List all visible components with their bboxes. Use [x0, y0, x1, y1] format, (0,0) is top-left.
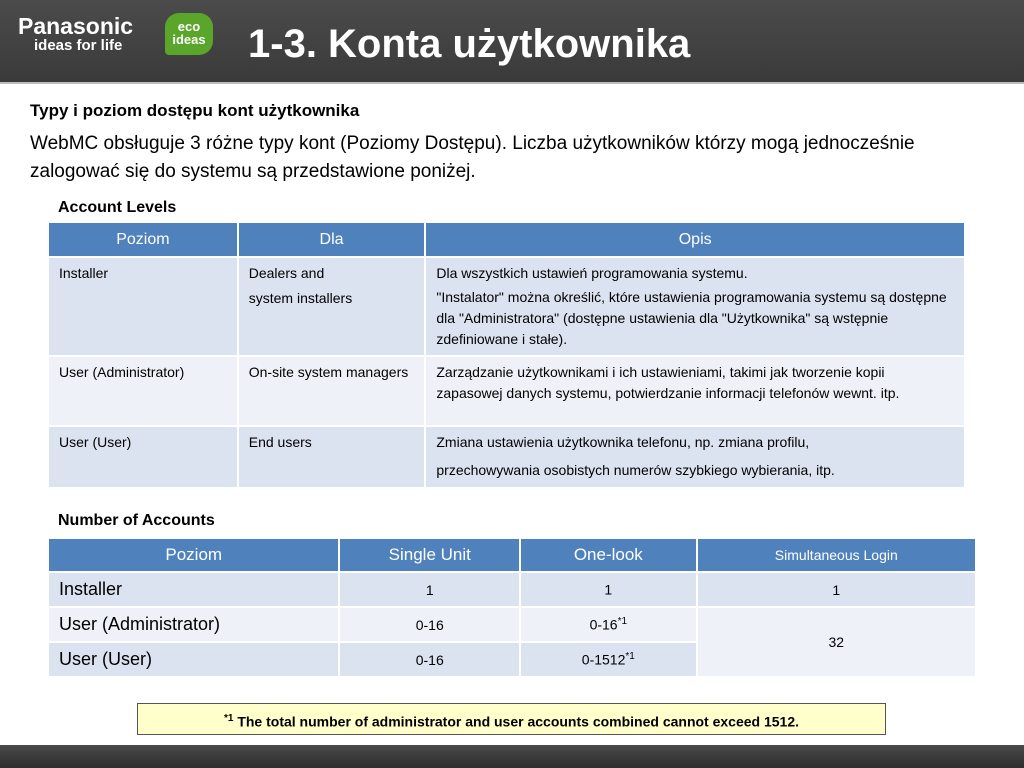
one-look-cell	[520, 572, 697, 607]
one-look-value: 1	[604, 581, 613, 598]
description-cell: Zarządzanie użytkownikami i ich ustawieniami, takimi jak tworzenie kopii zapasowej danych systemu, potwierdzanie informacji telefonów wewnt. itp.	[425, 356, 965, 426]
column-header: Poziom	[48, 222, 238, 257]
level-cell: Installer	[48, 572, 339, 607]
column-header: Single Unit	[339, 538, 520, 572]
footnote-ref: *1	[625, 651, 635, 663]
section-subtitle: Typy i poziom dostępu kont użytkownika	[30, 101, 360, 120]
column-header: Dla	[238, 222, 426, 257]
footnote-text: The total number of administrator and user accounts combined cannot exceed 1512.	[233, 713, 800, 730]
description-text: Zmiana ustawienia użytkownika telefonu, np. zmiana profilu,	[436, 434, 810, 450]
table-header-row	[48, 222, 965, 257]
single-unit-cell: 1	[339, 572, 520, 607]
account-levels-table	[47, 221, 966, 489]
single-unit-cell: 0-16	[339, 607, 520, 642]
column-header: Simultaneous Login	[697, 538, 976, 572]
for-cell: On-site system managers	[238, 356, 426, 426]
level-cell: User (Administrator)	[48, 607, 339, 642]
for-text: system installers	[248, 290, 353, 306]
one-look-value: 0-16	[589, 616, 618, 633]
for-text: Dealers and	[248, 265, 325, 281]
level-cell: Installer	[48, 257, 238, 356]
header-bar	[0, 0, 1024, 84]
description-cell	[425, 257, 965, 356]
page-title: 1-3. Konta użytkownika	[248, 22, 691, 66]
table-row	[48, 356, 965, 426]
single-unit-cell: 0-16	[339, 642, 520, 677]
eco-text: eco	[177, 19, 201, 34]
table-row	[48, 257, 965, 356]
footnote-marker: *1	[223, 713, 234, 724]
level-cell: User (Administrator)	[48, 356, 238, 426]
for-cell	[238, 257, 426, 356]
description-cell	[425, 426, 965, 488]
description-text: "Instalator" można określić, które ustawienia programowania systemu są dostępne dla "Administratora" (dostępne ustawienia dla "Użytkownika" są wstępnie zdefiniowane i stałe).	[436, 289, 947, 347]
table-row	[48, 572, 976, 607]
footnote-ref: *1	[617, 616, 628, 628]
number-of-accounts-table	[47, 537, 977, 678]
panasonic-logo	[18, 14, 133, 54]
one-look-cell	[520, 607, 697, 642]
eco-ideas-logo	[165, 13, 213, 55]
ideas-text: ideas	[172, 32, 206, 47]
table-row	[48, 607, 976, 642]
one-look-value: 0-1512	[581, 651, 626, 668]
footer-bar	[0, 745, 1024, 768]
level-cell: User (User)	[48, 426, 238, 488]
table-row	[48, 426, 965, 488]
footnote-box	[137, 703, 886, 735]
level-cell: User (User)	[48, 642, 339, 677]
intro-paragraph: WebMC obsługuje 3 różne typy kont (Poziomy Dostępu). Liczba użytkowników którzy mogą jednocześnie zalogować się do systemu są przedstawione poniżej.	[30, 133, 915, 182]
one-look-cell	[520, 642, 697, 677]
column-header: Opis	[425, 222, 965, 257]
column-header: One-look	[520, 538, 697, 572]
description-text: przechowywania osobistych numerów szybkiego wybierania, itp.	[436, 462, 835, 478]
number-of-accounts-caption: Number of Accounts	[58, 512, 215, 529]
simultaneous-login-cell: 1	[697, 572, 976, 607]
table-header-row	[48, 538, 976, 572]
for-cell: End users	[238, 426, 426, 488]
brand-tagline: ideas for life	[34, 37, 123, 54]
description-text: Dla wszystkich ustawień programowania systemu.	[436, 265, 748, 281]
simultaneous-login-cell: 32	[697, 607, 976, 677]
brand-name: Panasonic	[18, 13, 134, 39]
column-header: Poziom	[48, 538, 339, 572]
account-levels-caption: Account Levels	[58, 199, 177, 216]
